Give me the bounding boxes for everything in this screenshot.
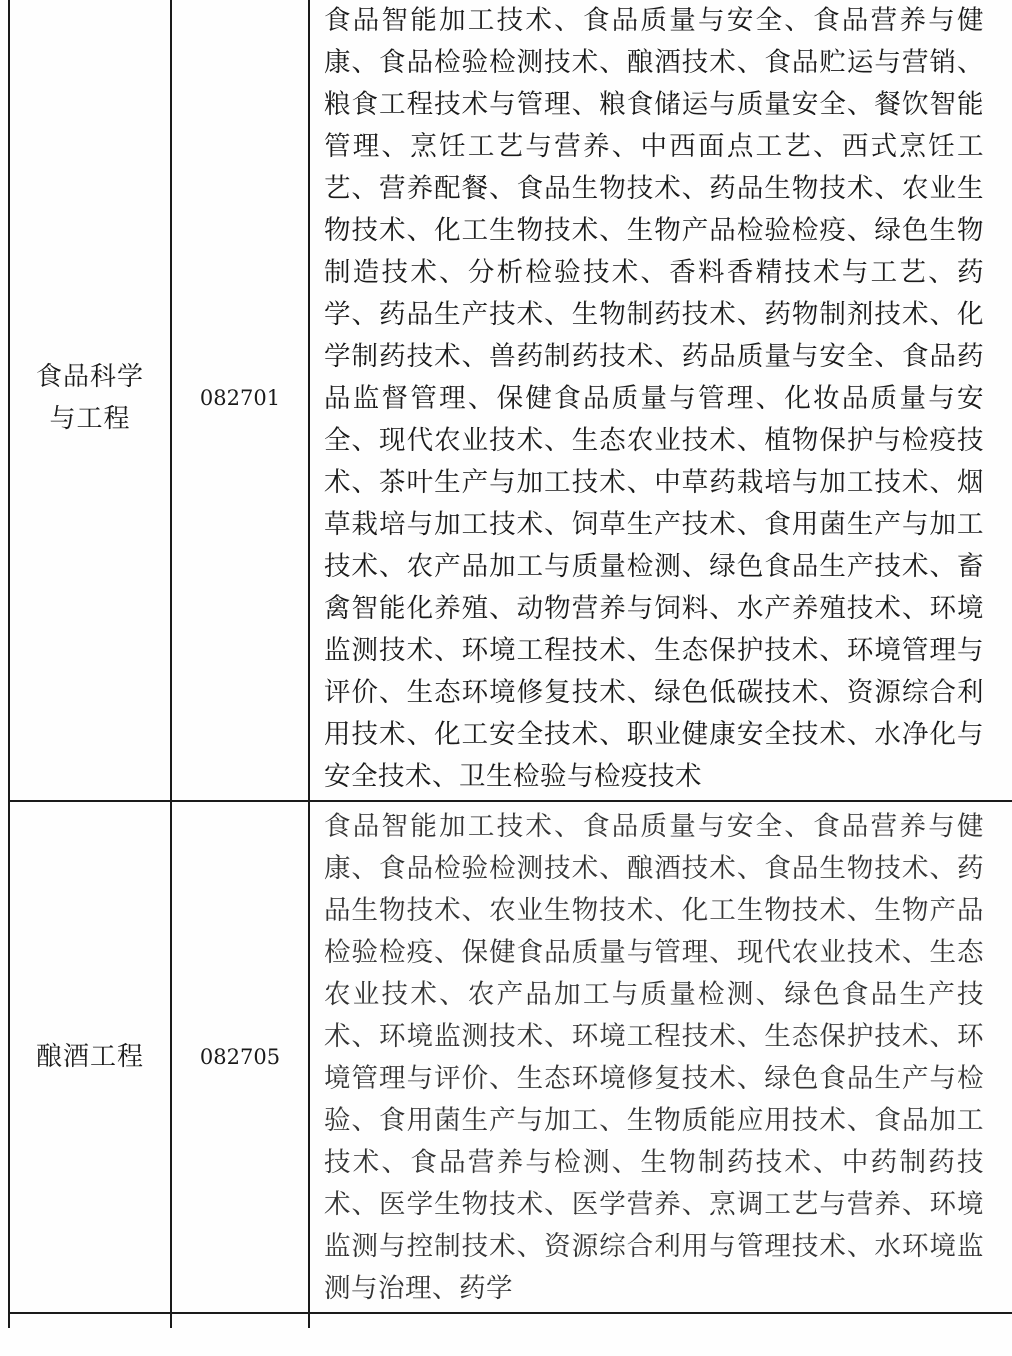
major-code-cell: 082701	[171, 0, 309, 801]
major-table	[8, 0, 1012, 1328]
table-row	[9, 801, 1012, 1313]
partial-cell	[309, 1313, 1012, 1328]
table-row-partial	[9, 1313, 1012, 1328]
table-row	[9, 0, 1012, 801]
partial-cell	[9, 1313, 171, 1328]
partial-cell	[171, 1313, 309, 1328]
related-majors-cell: 食品智能加工技术、食品质量与安全、食品营养与健康、食品检验检测技术、酿酒技术、食品贮运与营销、粮食工程技术与管理、粮食储运与质量安全、餐饮智能管理、烹饪工艺与营养、中西面点工艺、西式烹饪工艺、营养配餐、食品生物技术、药品生物技术、农业生物技术、化工生物技术、生物产品检验检疫、绿色生物制造技术、分析检验技术、香料香精技术与工艺、药学、药品生产技术、生物制药技术、药物制剂技术、化学制药技术、兽药制药技术、药品质量与安全、食品药品监督管理、保健食品质量与管理、化妆品质量与安全、现代农业技术、生态农业技术、植物保护与检疫技术、茶叶生产与加工技术、中草药栽培与加工技术、烟草栽培与加工技术、饲草生产技术、食用菌生产与加工技术、农产品加工与质量检测、绿色食品生产技术、畜禽智能化养殖、动物营养与饲料、水产养殖技术、环境监测技术、环境工程技术、生态保护技术、环境管理与评价、生态环境修复技术、绿色低碳技术、资源综合利用技术、化工安全技术、职业健康安全技术、水净化与安全技术、卫生检验与检疫技术	[309, 0, 1012, 801]
related-majors-cell: 食品智能加工技术、食品质量与安全、食品营养与健康、食品检验检测技术、酿酒技术、食品生物技术、药品生物技术、农业生物技术、化工生物技术、生物产品检验检疫、保健食品质量与管理、现代农业技术、生态农业技术、农产品加工与质量检测、绿色食品生产技术、环境监测技术、环境工程技术、生态保护技术、环境管理与评价、生态环境修复技术、绿色食品生产与检验、食用菌生产与加工、生物质能应用技术、食品加工技术、食品营养与检测、生物制药技术、中药制药技术、医学生物技术、医学营养、烹调工艺与营养、环境监测与控制技术、资源综合利用与管理技术、水环境监测与治理、药学	[309, 801, 1012, 1313]
major-name-cell: 酿酒工程	[9, 801, 171, 1313]
major-code-cell: 082705	[171, 801, 309, 1313]
major-name-cell: 食品科学与工程	[9, 0, 171, 801]
